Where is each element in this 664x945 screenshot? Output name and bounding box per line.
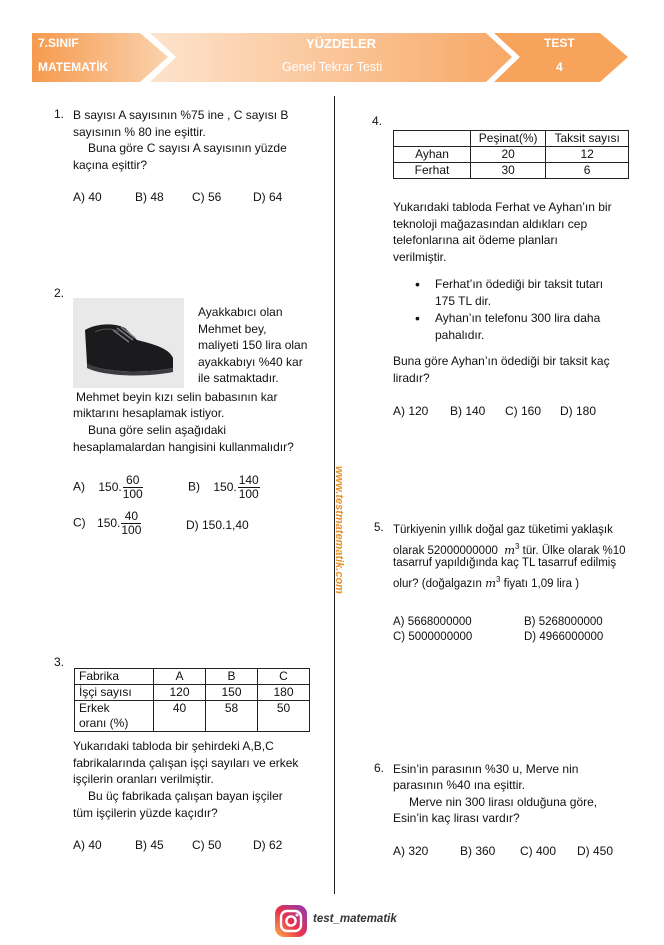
q5-line-1: Türkiyenin yıllık doğal gaz tüketimi yaklaşık [393,524,613,536]
q4-line-6: liradır? [393,371,430,385]
q1-line-2: sayısının % 80 ine eşittir. [73,125,206,139]
q4-option-b[interactable]: B) 140 [450,404,486,418]
page-subtitle: Genel Tekrar Testi [282,60,383,74]
q2-c-numerator: 40 [121,510,141,524]
q5-line-4 [393,571,579,593]
q2-side-3: maliyeti 150 lira olan [198,338,308,352]
q3-header-c: C [258,669,310,685]
test-label: TEST [544,36,575,50]
q3-number: 3. [54,655,65,669]
q3-option-d[interactable]: D) 62 [253,838,283,852]
q5-unit-2: m [485,575,496,590]
page-title: YÜZDELER [306,36,377,51]
q1-option-a[interactable]: A) 40 [73,190,102,204]
q2-b-denominator: 100 [238,487,259,501]
q3-option-b[interactable]: B) 45 [135,838,164,852]
q2-a-denominator: 100 [122,487,143,501]
q1-line-4: kaçına eşittir? [73,158,148,172]
instagram-handle[interactable]: test_matematik [313,913,397,925]
q3-line-2: fabrikalarında çalışan işçi sayıları ve erkek [73,756,299,770]
q4-header-taksit: Taksit sayısı [546,131,629,147]
grade-label: 7.SINIF [38,36,79,50]
q2-option-b[interactable] [188,474,260,501]
q2-a-label: A) [73,479,85,494]
q4-line-4: verilmiştir. [393,250,447,264]
q4-header-blank [394,131,471,147]
q3-row2-label-1: Erkek [79,701,110,715]
q4-row1-taksit: 12 [546,147,629,163]
q3-option-c[interactable]: C) 50 [192,838,222,852]
q2-a-base: 150. [98,479,122,494]
shoe-image [73,298,184,388]
q3-row1-label: İşçi sayısı [75,685,154,701]
q3-header-a: A [154,669,206,685]
q2-b-fraction [238,474,260,501]
q5-unit-1: m [504,542,515,557]
q2-side-4: ayakkabıyı %40 kar [198,355,303,369]
q3-header-b: B [206,669,258,685]
q3-row2-c: 50 [258,701,310,732]
q2-line-2: miktarını hesaplamak istiyor. [73,406,225,420]
q1-line-3: Buna göre C sayısı A sayısının yüzde [88,141,287,155]
q4-table [393,130,629,179]
q4-option-a[interactable]: A) 120 [393,404,429,418]
q6-line-3: Merve nin 300 lirası olduğuna göre, [409,795,598,809]
q2-option-c[interactable] [73,510,141,537]
q6-line-2: parasının %40 ına eşittir. [393,778,526,792]
q2-option-d[interactable]: D) 150.1,40 [186,518,249,532]
q3-line-5: tüm işçilerin yüzde kaçıdır? [73,806,218,820]
q5-unit-1-exp: 3 [514,542,520,551]
q3-line-3: işçilerin oranları verilmiştir. [73,772,214,786]
q6-number: 6. [374,761,385,775]
q3-option-a[interactable]: A) 40 [73,838,102,852]
q4-header-pesinat: Peşinat(%) [471,131,546,147]
q4-number: 4. [372,114,383,128]
q2-b-numerator: 140 [238,473,259,487]
q4-row2-pesinat: 30 [471,163,546,179]
q5-line-2b: tür. Ülke olarak %10 [522,544,626,557]
q2-a-numerator: 60 [123,474,143,488]
q1-option-b[interactable]: B) 48 [135,190,164,204]
q2-c-fraction [121,510,141,537]
table-row [394,163,629,179]
q1-option-c[interactable]: C) 56 [192,190,222,204]
test-number: 4 [556,60,563,74]
q4-line-3: telefonlarına ait ödeme planları [393,233,558,247]
q5-unit-2-exp: 3 [495,575,501,584]
q2-side-1: Ayakkabıcı olan [198,305,283,319]
watermark: www.testmatematik.com [333,466,345,594]
q6-option-b[interactable]: B) 360 [460,844,496,858]
q5-line-3: tasarruf yapıldığında kaç TL tasarruf edilmiş [393,557,617,569]
q5-line-4b: fiyatı 1,09 lira ) [503,577,580,590]
q3-row1-c: 180 [258,685,310,701]
q6-line-1: Esin’in parasının %30 u, Merve nin [393,762,579,776]
q3-row2-label [75,701,154,732]
q5-line-4a: olur? (doğalgazın [393,577,482,590]
q4-bullet-2b: pahalıdır. [435,328,485,342]
table-row [394,131,629,147]
q4-row1-name: Ayhan [394,147,471,163]
q4-line-5: Buna göre Ayhan’ın ödediği bir taksit kaç [393,354,610,368]
q6-option-d[interactable]: D) 450 [577,844,614,858]
q2-c-base: 150. [97,515,121,530]
q3-row1-a: 120 [154,685,206,701]
q5-option-a[interactable]: A) 5668000000 [393,616,472,628]
q3-row1-b: 150 [206,685,258,701]
q4-bullet-2a: • Ayhan’ın telefonu 300 lira daha [435,310,600,327]
q1-number: 1. [54,107,65,121]
q2-side-2: Mehmet bey, [198,322,267,336]
q4-option-d[interactable]: D) 180 [560,404,597,418]
q3-row2-label-2: oranı (%) [79,716,129,730]
q2-c-label: C) [73,515,86,530]
subject-label: MATEMATİK [38,60,109,74]
q5-option-d[interactable]: D) 4966000000 [524,631,604,643]
q2-number: 2. [54,286,65,300]
table-row [75,701,310,732]
q6-line-4: Esin’in kaç lirası vardır? [393,811,520,825]
instagram-icon[interactable] [274,904,308,938]
q2-line-4: hesaplamalardan hangisini kullanmalıdır? [73,440,294,454]
q2-side-5: ile satmaktadır. [198,371,279,385]
q6-option-c[interactable]: C) 400 [520,844,557,858]
q6-option-a[interactable]: A) 320 [393,844,429,858]
q4-row2-name: Ferhat [394,163,471,179]
q3-line-1: Yukarıdaki tabloda bir şehirdeki A,B,C [73,739,274,753]
q4-bullet-1a: • Ferhat’ın ödediği bir taksit tutarı [435,276,603,293]
q4-option-c[interactable]: C) 160 [505,404,542,418]
q3-header-fabrika: Fabrika [75,669,154,685]
q5-number: 5. [374,522,384,534]
q2-a-fraction [123,474,143,501]
q2-option-a[interactable] [73,474,143,501]
q2-c-denominator: 100 [121,523,142,537]
q3-table [74,668,310,732]
table-row [75,669,310,685]
q3-line-4: Bu üç fabrikada çalışan bayan işçiler [88,789,283,803]
q4-line-2: teknoloji mağazasından aldıkları cep [393,217,588,231]
q5-line-2a: olarak 52000000000 [393,544,498,557]
q2-line-1: Mehmet beyin kızı selin babasının kar [76,390,278,404]
q1-line-1: B sayısı A sayısının %75 ine , C sayısı B [73,108,289,122]
q5-option-b[interactable]: B) 5268000000 [524,616,603,628]
q4-row2-taksit: 6 [546,163,629,179]
q2-line-3: Buna göre selin aşağıdaki [88,423,227,437]
q4-row1-pesinat: 20 [471,147,546,163]
q2-b-base: 150. [213,479,237,494]
q1-option-d[interactable]: D) 64 [253,190,283,204]
q3-row2-a: 40 [154,701,206,732]
q2-b-label: B) [188,479,200,494]
q4-bullet-1b: 175 TL dir. [435,294,492,308]
q5-option-c[interactable]: C) 5000000000 [393,631,473,643]
q3-row2-b: 58 [206,701,258,732]
table-row [394,147,629,163]
q4-line-1: Yukarıdaki tabloda Ferhat ve Ayhan’ın bir [393,200,612,214]
table-row [75,685,310,701]
